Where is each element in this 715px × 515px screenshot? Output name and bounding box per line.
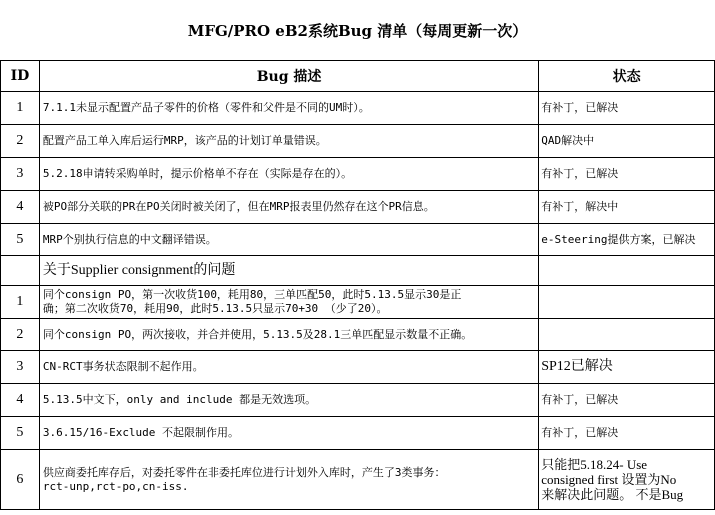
table-header-row bbox=[1, 61, 715, 92]
table-row bbox=[1, 417, 715, 450]
row-id: 2 bbox=[1, 125, 40, 158]
row-status: 有补丁，已解决 bbox=[539, 158, 715, 191]
row-status-line: 只能把5.18.24- Use bbox=[541, 457, 648, 472]
row-desc-line: 供应商委托库存后，对委托零件在非委托库位进行计划外入库时，产生了3类事务： bbox=[42, 465, 446, 479]
table-row bbox=[1, 286, 715, 319]
section-header: 关于Supplier consignment的问题 bbox=[39, 256, 538, 286]
table-row bbox=[1, 384, 715, 417]
table-row bbox=[1, 224, 715, 256]
row-desc bbox=[39, 450, 538, 510]
row-status: SP12已解决 bbox=[539, 351, 715, 384]
row-desc: CN-RCT事务状态限制不起作用。 bbox=[39, 351, 538, 384]
row-id: 5 bbox=[1, 224, 40, 256]
table-row bbox=[1, 319, 715, 351]
row-id: 3 bbox=[1, 158, 40, 191]
table-row bbox=[1, 125, 715, 158]
row-desc: 3.6.15/16-Exclude 不起限制作用。 bbox=[39, 417, 538, 450]
row-status: 有补丁，已解决 bbox=[539, 384, 715, 417]
page-title: MFG/PRO eB2系统Bug 清单（每周更新一次） bbox=[187, 21, 528, 40]
row-desc: 配置产品工单入库后运行MRP，该产品的计划订单量错误。 bbox=[39, 125, 538, 158]
row-desc-line: rct-unp,rct-po,cn-iss. bbox=[42, 479, 189, 493]
table-row bbox=[1, 158, 715, 191]
row-desc: 5.13.5中文下，only and include 都是无效选项。 bbox=[39, 384, 538, 417]
row-id: 6 bbox=[1, 450, 40, 510]
header-status: 状态 bbox=[539, 61, 715, 92]
row-status: 有补丁，解决中 bbox=[539, 191, 715, 224]
row-status-line: consigned first 设置为No bbox=[541, 472, 677, 487]
row-status bbox=[539, 319, 715, 351]
row-desc: MRP个别执行信息的中文翻译错误。 bbox=[39, 224, 538, 256]
row-desc: 同个consign PO，两次接收，并合并使用，5.13.5及28.1三单匹配显示数量不正确。 bbox=[39, 319, 538, 351]
row-status: 有补丁，已解决 bbox=[539, 417, 715, 450]
row-desc: 被PO部分关联的PR在PO关闭时被关闭了，但在MRP报表里仍然存在这个PR信息。 bbox=[39, 191, 538, 224]
row-status: e-Steering提供方案，已解决 bbox=[539, 224, 715, 256]
row-desc-line: 同个consign PO，第一次收货100，耗用80，三单匹配50，此时5.13.5显示30是正 bbox=[42, 288, 462, 301]
row-id: 2 bbox=[1, 319, 40, 351]
row-status: 有补丁，已解决 bbox=[539, 92, 715, 125]
section-header-row bbox=[1, 256, 715, 286]
table-row bbox=[1, 92, 715, 125]
row-status-line: 来解决此问题。 不是Bug bbox=[541, 487, 684, 502]
row-status bbox=[539, 286, 715, 319]
row-desc: 5.2.18申请转采购单时，提示价格单不存在（实际是存在的）。 bbox=[39, 158, 538, 191]
table-row bbox=[1, 450, 715, 510]
header-id: ID bbox=[1, 61, 40, 92]
row-id: 4 bbox=[1, 384, 40, 417]
bug-table bbox=[0, 60, 715, 510]
table-row bbox=[1, 351, 715, 384]
header-desc: Bug 描述 bbox=[39, 61, 538, 92]
row-desc bbox=[39, 286, 538, 319]
row-id: 5 bbox=[1, 417, 40, 450]
table-row bbox=[1, 191, 715, 224]
row-desc: 7.1.1未显示配置产品子零件的价格（零件和父件是不同的UM时）。 bbox=[39, 92, 538, 125]
row-desc-line: 确；第二次收货70，耗用90，此时5.13.5只显示70+30 （少了20）。 bbox=[42, 302, 388, 315]
row-id: 4 bbox=[1, 191, 40, 224]
row-id: 1 bbox=[1, 286, 40, 319]
row-status: QAD解决中 bbox=[539, 125, 715, 158]
row-id: 1 bbox=[1, 92, 40, 125]
row-id: 3 bbox=[1, 351, 40, 384]
row-status bbox=[539, 450, 715, 510]
